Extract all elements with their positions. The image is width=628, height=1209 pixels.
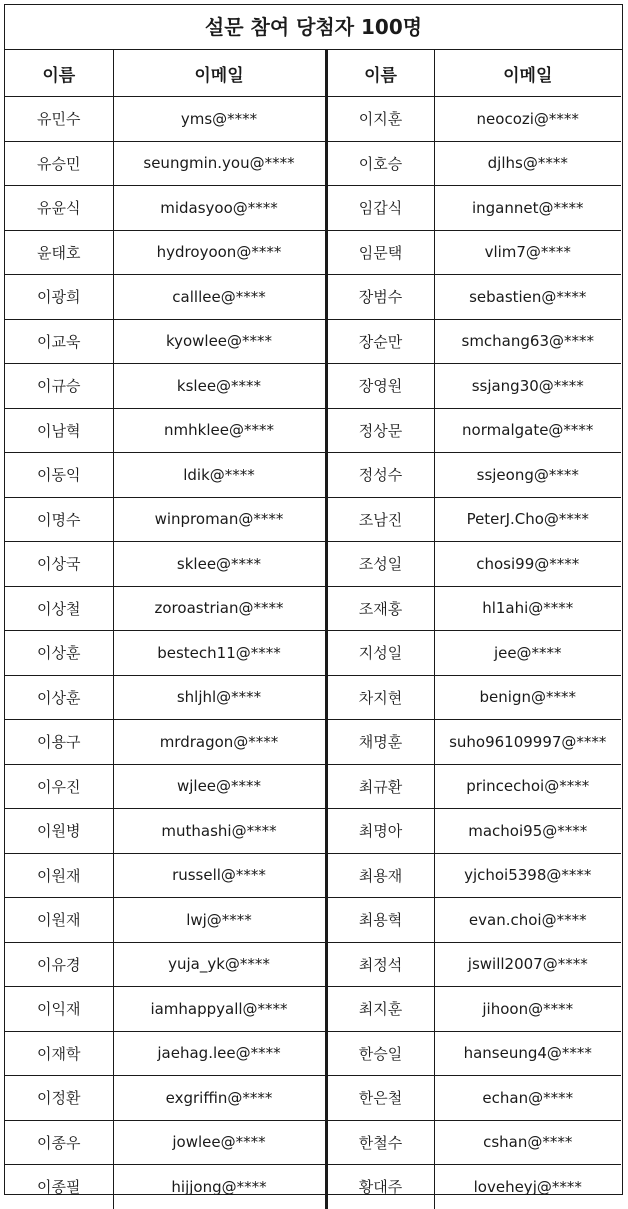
table-body: [5, 97, 621, 1209]
left-name-cell: 이유경: [5, 942, 113, 987]
right-name-cell: 최명아: [326, 809, 434, 854]
right-name-cell: 최규환: [326, 764, 434, 809]
right-email-cell: yjchoi5398@****: [434, 853, 621, 898]
winners-table: [5, 50, 621, 1209]
right-email-cell: hl1ahi@****: [434, 586, 621, 631]
table-row: [5, 1165, 621, 1209]
left-email-cell: yms@****: [113, 97, 326, 142]
left-email-cell: seungmin.you@****: [113, 141, 326, 186]
left-name-cell: 이우진: [5, 764, 113, 809]
table-row: [5, 319, 621, 364]
left-email-cell: hijjong@****: [113, 1165, 326, 1209]
left-email-cell: iamhappyall@****: [113, 987, 326, 1032]
table-row: [5, 720, 621, 765]
table-row: [5, 453, 621, 498]
left-name-cell: 이상훈: [5, 675, 113, 720]
left-name-cell: 이광희: [5, 275, 113, 320]
right-name-cell: 최용혁: [326, 898, 434, 943]
table-row: [5, 141, 621, 186]
column-header-name-left: 이름: [5, 50, 113, 97]
left-email-cell: bestech11@****: [113, 631, 326, 676]
left-email-cell: zoroastrian@****: [113, 586, 326, 631]
right-name-cell: 조남진: [326, 497, 434, 542]
right-name-cell: 최정석: [326, 942, 434, 987]
left-name-cell: 이용구: [5, 720, 113, 765]
right-name-cell: 차지현: [326, 675, 434, 720]
table-row: [5, 1031, 621, 1076]
left-email-cell: nmhklee@****: [113, 408, 326, 453]
left-name-cell: 이동익: [5, 453, 113, 498]
right-email-cell: smchang63@****: [434, 319, 621, 364]
left-name-cell: 이교욱: [5, 319, 113, 364]
right-name-cell: 지성일: [326, 631, 434, 676]
left-name-cell: 이익재: [5, 987, 113, 1032]
table-row: [5, 542, 621, 587]
table-row: [5, 675, 621, 720]
left-name-cell: 이상국: [5, 542, 113, 587]
right-email-cell: vlim7@****: [434, 230, 621, 275]
right-name-cell: 조성일: [326, 542, 434, 587]
left-name-cell: 이종필: [5, 1165, 113, 1209]
left-name-cell: 윤태호: [5, 230, 113, 275]
left-name-cell: 유민수: [5, 97, 113, 142]
left-name-cell: 이종우: [5, 1120, 113, 1165]
left-email-cell: yuja_yk@****: [113, 942, 326, 987]
table-row: [5, 586, 621, 631]
left-name-cell: 이상철: [5, 586, 113, 631]
left-name-cell: 이재학: [5, 1031, 113, 1076]
table-row: [5, 764, 621, 809]
left-email-cell: lwj@****: [113, 898, 326, 943]
right-name-cell: 정상문: [326, 408, 434, 453]
table-row: [5, 186, 621, 231]
left-email-cell: mrdragon@****: [113, 720, 326, 765]
right-email-cell: PeterJ.Cho@****: [434, 497, 621, 542]
left-name-cell: 이원병: [5, 809, 113, 854]
header-row: [5, 50, 621, 97]
right-name-cell: 장순만: [326, 319, 434, 364]
left-name-cell: 이규승: [5, 364, 113, 409]
right-name-cell: 채명훈: [326, 720, 434, 765]
left-email-cell: muthashi@****: [113, 809, 326, 854]
right-email-cell: benign@****: [434, 675, 621, 720]
right-email-cell: normalgate@****: [434, 408, 621, 453]
left-email-cell: sklee@****: [113, 542, 326, 587]
left-name-cell: 이정환: [5, 1076, 113, 1121]
table-row: [5, 1120, 621, 1165]
right-email-cell: neocozi@****: [434, 97, 621, 142]
left-email-cell: winproman@****: [113, 497, 326, 542]
right-name-cell: 최지훈: [326, 987, 434, 1032]
table-row: [5, 809, 621, 854]
right-email-cell: princechoi@****: [434, 764, 621, 809]
column-header-email-left: 이메일: [113, 50, 326, 97]
right-email-cell: machoi95@****: [434, 809, 621, 854]
left-email-cell: exgriffin@****: [113, 1076, 326, 1121]
right-name-cell: 한철수: [326, 1120, 434, 1165]
left-email-cell: ldik@****: [113, 453, 326, 498]
right-name-cell: 최용재: [326, 853, 434, 898]
right-email-cell: echan@****: [434, 1076, 621, 1121]
right-email-cell: cshan@****: [434, 1120, 621, 1165]
right-name-cell: 정성수: [326, 453, 434, 498]
left-email-cell: kyowlee@****: [113, 319, 326, 364]
table-row: [5, 275, 621, 320]
left-name-cell: 이명수: [5, 497, 113, 542]
left-name-cell: 이원재: [5, 898, 113, 943]
right-email-cell: ssjeong@****: [434, 453, 621, 498]
right-email-cell: hanseung4@****: [434, 1031, 621, 1076]
left-name-cell: 유승민: [5, 141, 113, 186]
table-row: [5, 853, 621, 898]
table-row: [5, 898, 621, 943]
right-email-cell: ingannet@****: [434, 186, 621, 231]
left-email-cell: midasyoo@****: [113, 186, 326, 231]
right-email-cell: ssjang30@****: [434, 364, 621, 409]
winners-sheet: [4, 4, 623, 1195]
table-row: [5, 408, 621, 453]
right-name-cell: 이호승: [326, 141, 434, 186]
right-name-cell: 장범수: [326, 275, 434, 320]
left-name-cell: 유윤식: [5, 186, 113, 231]
left-email-cell: jowlee@****: [113, 1120, 326, 1165]
table-row: [5, 1076, 621, 1121]
right-name-cell: 임문택: [326, 230, 434, 275]
table-row: [5, 497, 621, 542]
left-email-cell: wjlee@****: [113, 764, 326, 809]
right-email-cell: jihoon@****: [434, 987, 621, 1032]
right-email-cell: evan.choi@****: [434, 898, 621, 943]
table-row: [5, 97, 621, 142]
right-name-cell: 장영원: [326, 364, 434, 409]
table-row: [5, 942, 621, 987]
right-email-cell: suho96109997@****: [434, 720, 621, 765]
column-header-email-right: 이메일: [434, 50, 621, 97]
left-email-cell: calllee@****: [113, 275, 326, 320]
right-name-cell: 이지훈: [326, 97, 434, 142]
table-row: [5, 364, 621, 409]
right-email-cell: jswill2007@****: [434, 942, 621, 987]
right-name-cell: 한은철: [326, 1076, 434, 1121]
right-email-cell: chosi99@****: [434, 542, 621, 587]
right-name-cell: 조재홍: [326, 586, 434, 631]
right-email-cell: jee@****: [434, 631, 621, 676]
left-email-cell: russell@****: [113, 853, 326, 898]
right-email-cell: sebastien@****: [434, 275, 621, 320]
right-name-cell: 황대주: [326, 1165, 434, 1209]
left-email-cell: kslee@****: [113, 364, 326, 409]
left-name-cell: 이원재: [5, 853, 113, 898]
left-email-cell: shljhl@****: [113, 675, 326, 720]
right-name-cell: 임갑식: [326, 186, 434, 231]
right-name-cell: 한승일: [326, 1031, 434, 1076]
right-email-cell: loveheyj@****: [473, 1177, 582, 1196]
table-row: [5, 631, 621, 676]
table-row: [5, 987, 621, 1032]
table-row: [5, 230, 621, 275]
left-name-cell: 이남혁: [5, 408, 113, 453]
column-header-name-right: 이름: [326, 50, 434, 97]
right-email-cell: djlhs@****: [434, 141, 621, 186]
page-title: 설문 참여 당첨자 100명: [5, 5, 622, 50]
left-email-cell: jaehag.lee@****: [113, 1031, 326, 1076]
left-name-cell: 이상훈: [5, 631, 113, 676]
left-email-cell: hydroyoon@****: [113, 230, 326, 275]
